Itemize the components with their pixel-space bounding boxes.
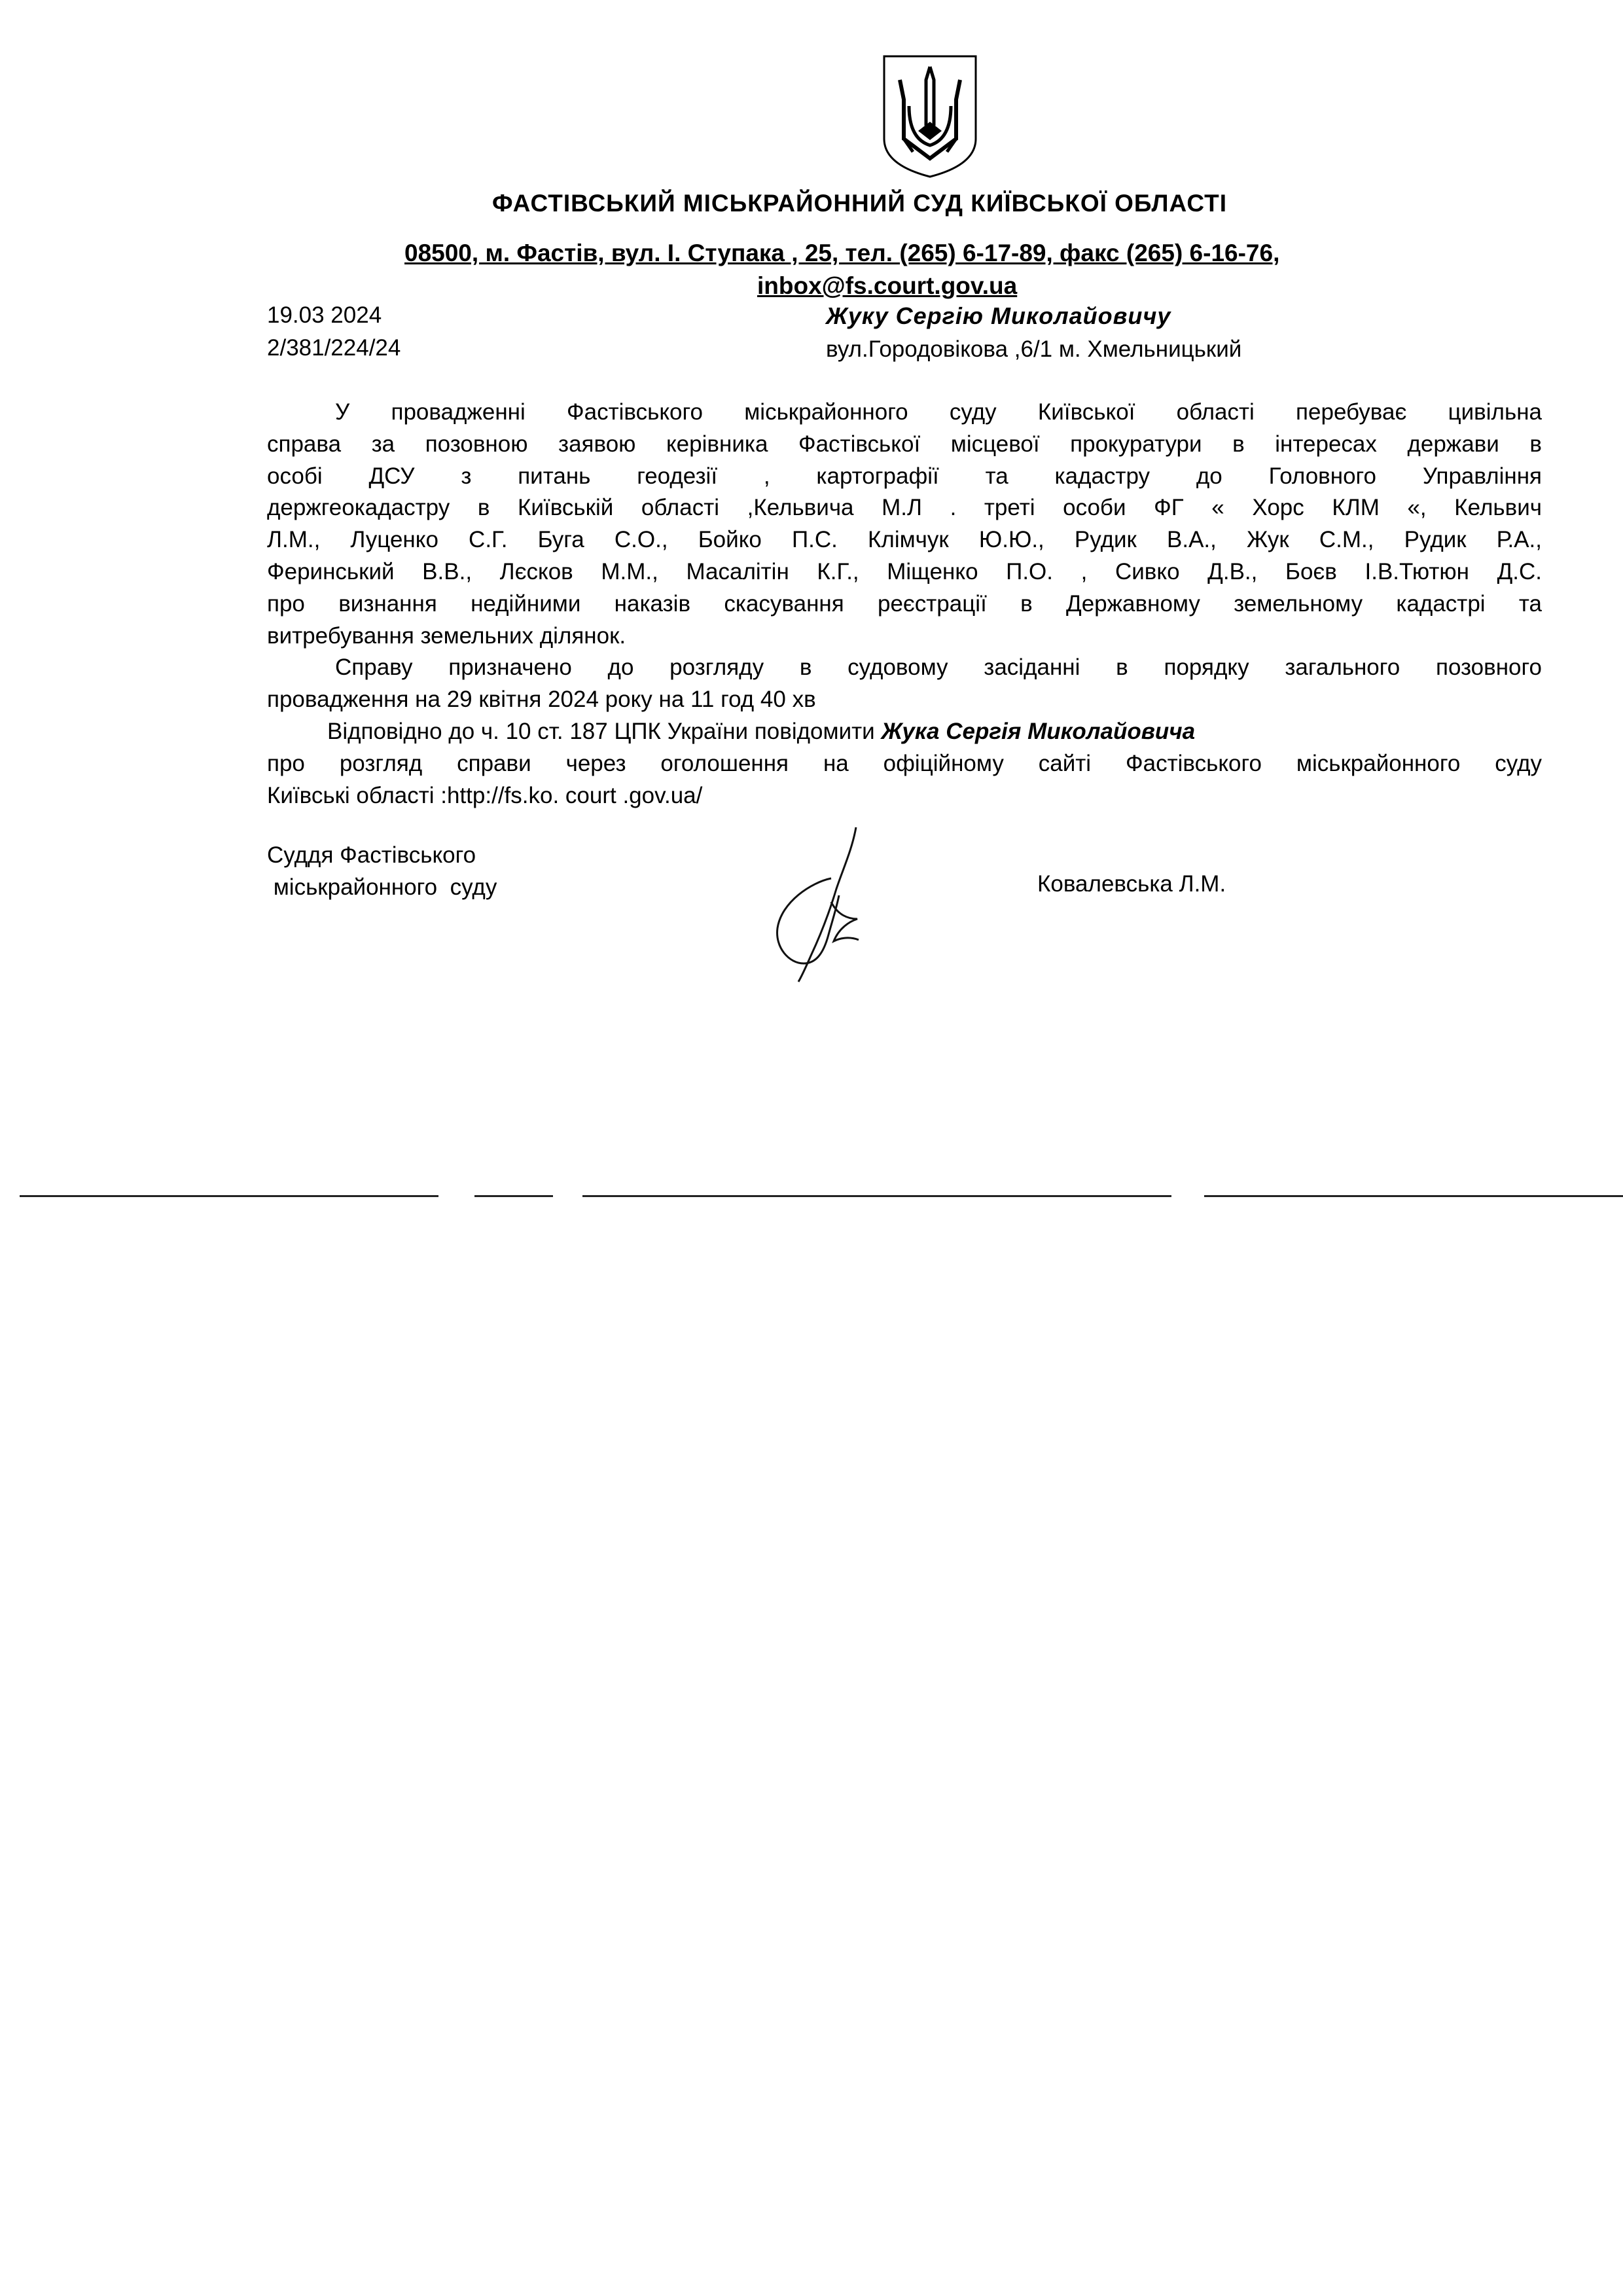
scan-edge-line [1204, 1195, 1623, 1197]
body-line: витребування земельних ділянок. [267, 622, 626, 649]
notified-person: Жука Сергія Миколайовича [881, 718, 1196, 744]
body-line: про визнання недійними наказів скасування реєстрації в Державному земельному кадастрі та [267, 590, 1542, 617]
court-email: inbox@fs.court.gov.ua [757, 272, 1018, 299]
body-line: держгеокадастру в Київській області ,Кельвича М.Л . треті особи ФГ « Хорс КЛМ «, Кельвич [267, 495, 1542, 521]
scan-edge-line [474, 1195, 553, 1197]
judge-title [267, 839, 497, 903]
body-line: провадження на 29 квітня 2024 року на 11 год 40 хв [267, 687, 816, 713]
court-address: 08500, м. Фастів, вул. І. Ступака , 25, тел. (265) 6-17-89, факс (265) 6-16-76, [404, 240, 1280, 266]
scan-edge-line [582, 1195, 1171, 1197]
body-line: Феринський В.В., Лєсков М.М., Масалітін К.Г., Міщенко П.О. , Сивко Д.В., Боєв І.В.Тютюн Д.С. [267, 558, 1542, 584]
judge-title-line: Суддя Фастівського [267, 842, 476, 868]
judge-title-line: міськрайонного суду [267, 874, 497, 900]
body-line: про розгляд справи через оголошення на офіційному сайті Фастівського міськрайонного суду [267, 750, 1542, 776]
judge-name: Ковалевська Л.М. [1037, 871, 1226, 897]
body-line: Київські області :http://fs.ko. court .gov.ua/ [267, 782, 703, 808]
body-line [267, 716, 1542, 748]
notice-body [267, 397, 1542, 812]
body-line: справа за позовною заявою керівника Фастівської місцевої прокуратури в інтересах держави в [267, 431, 1542, 457]
case-reference: 2/381/224/24 [267, 335, 401, 361]
scan-edge-line [20, 1195, 438, 1197]
ukraine-trident-icon [880, 54, 980, 179]
body-line: особі ДСУ з питань геодезії , картографії та кадастру до Головного Управління [267, 463, 1542, 489]
handwritten-signature [766, 823, 877, 987]
recipient-name: Жуку Сергію Миколайовичу [826, 302, 1171, 329]
body-line: Л.М., Луценко С.Г. Буга С.О., Бойко П.С. Клімчук Ю.Ю., Рудик В.А., Жук С.М., Рудик Р.А., [267, 527, 1542, 553]
body-line: Справу призначено до розгляду в судовому засіданні в порядку загального позовного [335, 655, 1542, 681]
body-line: У провадженні Фастівського міськрайонного суду Київської області перебуває цивільна [335, 399, 1542, 425]
notify-prefix: Відповідно до ч. 10 ст. 187 ЦПК України повідомити [327, 718, 882, 744]
document-date: 19.03 2024 [267, 302, 382, 328]
court-name: ФАСТІВСЬКИЙ МІСЬКРАЙОННИЙ СУД КИЇВСЬКОЇ ОБЛАСТІ [492, 190, 1227, 217]
recipient-address: вул.Городовікова ,6/1 м. Хмельницький [826, 336, 1242, 362]
